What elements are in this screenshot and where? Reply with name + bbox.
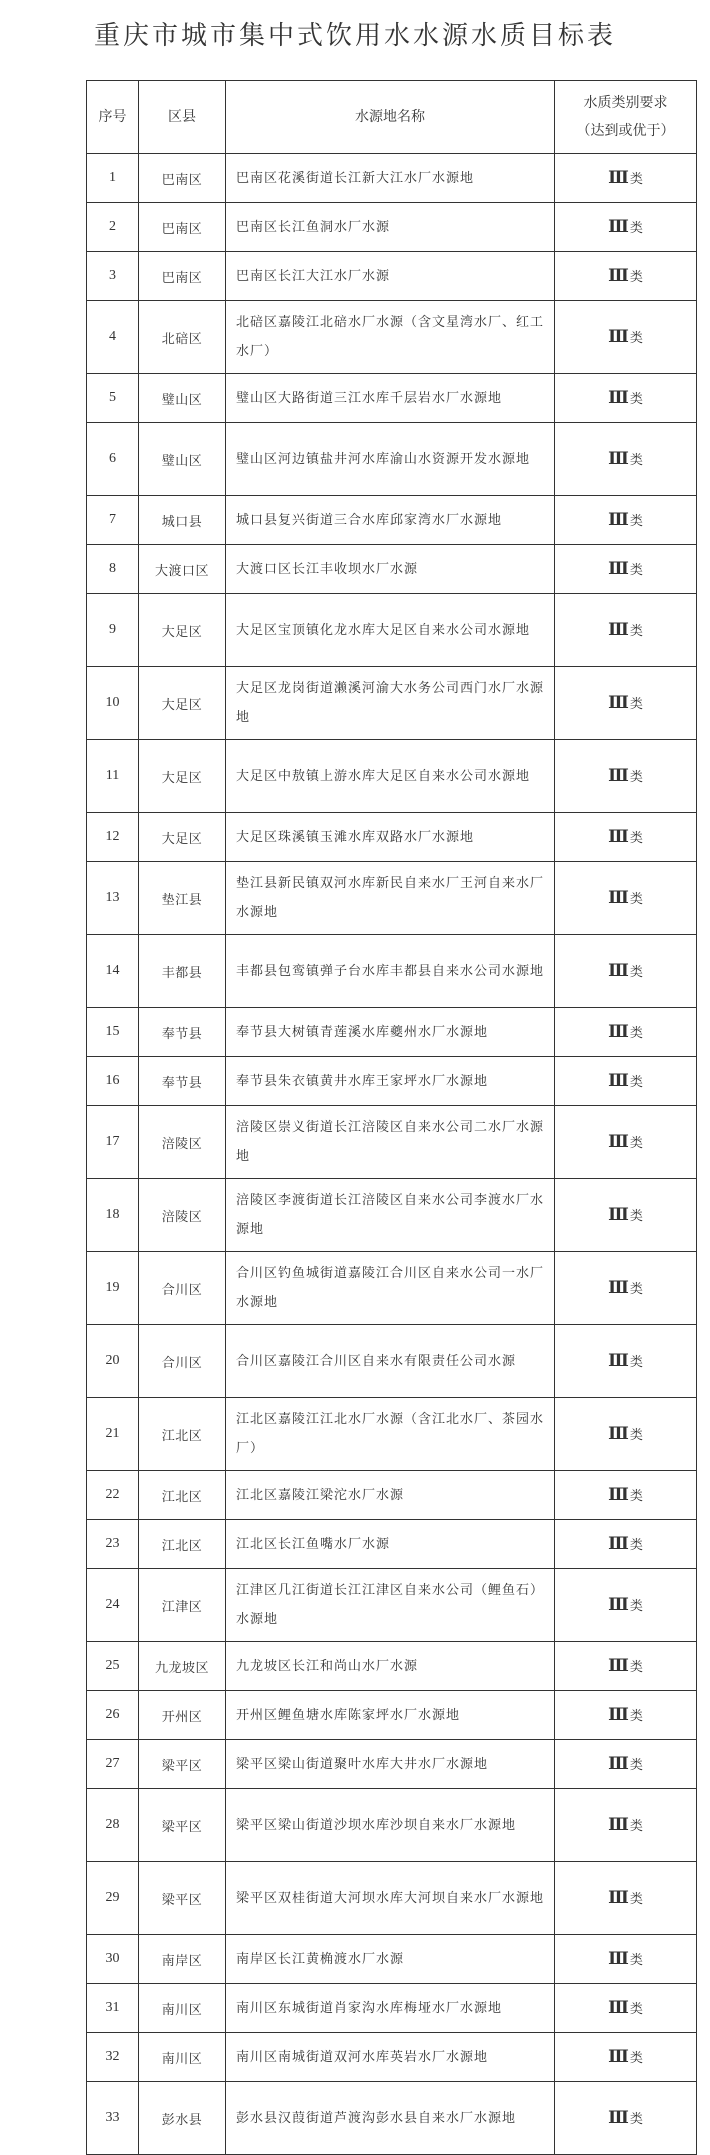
row-source-name: 巴南区长江大江水厂水源 <box>226 252 555 301</box>
row-district: 涪陵区 <box>139 1106 226 1179</box>
header-no: 序号 <box>87 81 139 154</box>
row-source-name: 江北区长江鱼嘴水厂水源 <box>226 1520 555 1569</box>
table-row <box>87 1252 697 1325</box>
row-district: 城口县 <box>139 496 226 545</box>
grade-value: Ⅲ 类 <box>608 693 643 713</box>
row-grade <box>555 1398 697 1471</box>
row-number: 3 <box>87 252 139 301</box>
row-district: 大足区 <box>139 740 226 813</box>
header-source: 水源地名称 <box>226 81 555 154</box>
row-grade <box>555 154 697 203</box>
row-number: 18 <box>87 1179 139 1252</box>
row-district: 奉节县 <box>139 1057 226 1106</box>
row-source-name: 奉节县大树镇青莲溪水库夔州水厂水源地 <box>226 1008 555 1057</box>
row-district: 南岸区 <box>139 1935 226 1984</box>
table-row <box>87 1520 697 1569</box>
table-row <box>87 1789 697 1862</box>
grade-value: Ⅲ 类 <box>608 1132 643 1152</box>
row-source-name: 合川区嘉陵江合川区自来水有限责任公司水源 <box>226 1325 555 1398</box>
grade-value: Ⅲ 类 <box>608 1656 643 1676</box>
row-source-name: 江北区嘉陵江梁沱水厂水源 <box>226 1471 555 1520</box>
row-source-name: 城口县复兴街道三合水库邱家湾水厂水源地 <box>226 496 555 545</box>
table-row <box>87 1471 697 1520</box>
table-row <box>87 1398 697 1471</box>
row-district: 奉节县 <box>139 1008 226 1057</box>
row-grade <box>555 1520 697 1569</box>
table-row <box>87 2033 697 2082</box>
row-source-name: 大足区龙岗街道濑溪河渝大水务公司西门水厂水源地 <box>226 667 555 740</box>
table-row <box>87 252 697 301</box>
row-number: 15 <box>87 1008 139 1057</box>
grade-value: Ⅲ 类 <box>608 1205 643 1225</box>
table-row <box>87 154 697 203</box>
table-row <box>87 1935 697 1984</box>
table-row <box>87 1862 697 1935</box>
table-row <box>87 374 697 423</box>
row-source-name: 江津区几江街道长江江津区自来水公司（鲤鱼石）水源地 <box>226 1569 555 1642</box>
grade-value: Ⅲ 类 <box>608 1595 643 1615</box>
grade-value: Ⅲ 类 <box>608 1071 643 1091</box>
row-district: 巴南区 <box>139 252 226 301</box>
row-grade <box>555 1642 697 1691</box>
row-grade <box>555 496 697 545</box>
row-district: 合川区 <box>139 1252 226 1325</box>
row-grade <box>555 1057 697 1106</box>
row-source-name: 璧山区河边镇盐井河水库渝山水资源开发水源地 <box>226 423 555 496</box>
row-number: 4 <box>87 301 139 374</box>
page-title: 重庆市城市集中式饮用水水源水质目标表 <box>93 21 616 51</box>
row-source-name: 垫江县新民镇双河水库新民自来水厂王河自来水厂水源地 <box>226 862 555 935</box>
row-number: 10 <box>87 667 139 740</box>
row-grade <box>555 301 697 374</box>
row-grade <box>555 594 697 667</box>
table-row <box>87 1984 697 2033</box>
table-row <box>87 862 697 935</box>
table-row <box>87 2082 697 2155</box>
grade-value: Ⅲ 类 <box>608 1534 643 1554</box>
row-number: 27 <box>87 1740 139 1789</box>
row-district: 九龙坡区 <box>139 1642 226 1691</box>
grade-value: Ⅲ 类 <box>608 327 643 347</box>
row-district: 璧山区 <box>139 374 226 423</box>
row-number: 29 <box>87 1862 139 1935</box>
row-number: 25 <box>87 1642 139 1691</box>
table-row <box>87 545 697 594</box>
row-grade <box>555 423 697 496</box>
row-source-name: 丰都县包鸾镇弹子台水库丰都县自来水公司水源地 <box>226 935 555 1008</box>
row-district: 北碚区 <box>139 301 226 374</box>
grade-value: Ⅲ 类 <box>608 961 643 981</box>
row-number: 23 <box>87 1520 139 1569</box>
table-row <box>87 935 697 1008</box>
table-row <box>87 1106 697 1179</box>
row-grade <box>555 862 697 935</box>
row-source-name: 巴南区长江鱼洞水厂水源 <box>226 203 555 252</box>
row-source-name: 大足区珠溪镇玉滩水库双路水厂水源地 <box>226 813 555 862</box>
row-number: 21 <box>87 1398 139 1471</box>
row-district: 丰都县 <box>139 935 226 1008</box>
row-number: 6 <box>87 423 139 496</box>
row-source-name: 巴南区花溪街道长江新大江水厂水源地 <box>226 154 555 203</box>
row-number: 31 <box>87 1984 139 2033</box>
row-number: 1 <box>87 154 139 203</box>
row-number: 14 <box>87 935 139 1008</box>
row-grade <box>555 813 697 862</box>
header-requirement-line2: （达到或优于） <box>576 123 675 139</box>
table-row <box>87 423 697 496</box>
row-number: 20 <box>87 1325 139 1398</box>
table-row <box>87 740 697 813</box>
row-source-name: 南川区东城街道肖家沟水库梅垭水厂水源地 <box>226 1984 555 2033</box>
row-grade <box>555 935 697 1008</box>
table-row <box>87 667 697 740</box>
row-district: 江津区 <box>139 1569 226 1642</box>
row-source-name: 北碚区嘉陵江北碚水厂水源（含文星湾水厂、红工水厂） <box>226 301 555 374</box>
row-number: 8 <box>87 545 139 594</box>
grade-value: Ⅲ 类 <box>608 1888 643 1908</box>
row-grade <box>555 1106 697 1179</box>
row-source-name: 南岸区长江黄桷渡水厂水源 <box>226 1935 555 1984</box>
row-grade <box>555 252 697 301</box>
row-grade <box>555 1008 697 1057</box>
row-number: 24 <box>87 1569 139 1642</box>
row-grade <box>555 740 697 813</box>
grade-value: Ⅲ 类 <box>608 888 643 908</box>
row-source-name: 开州区鲤鱼塘水库陈家坪水厂水源地 <box>226 1691 555 1740</box>
header-district: 区县 <box>139 81 226 154</box>
row-number: 12 <box>87 813 139 862</box>
grade-value: Ⅲ 类 <box>608 510 643 530</box>
row-number: 22 <box>87 1471 139 1520</box>
row-number: 9 <box>87 594 139 667</box>
row-source-name: 九龙坡区长江和尚山水厂水源 <box>226 1642 555 1691</box>
row-number: 13 <box>87 862 139 935</box>
grade-value: Ⅲ 类 <box>608 620 643 640</box>
row-number: 16 <box>87 1057 139 1106</box>
row-source-name: 彭水县汉葭街道芦渡沟彭水县自来水厂水源地 <box>226 2082 555 2155</box>
row-grade <box>555 1569 697 1642</box>
grade-value: Ⅲ 类 <box>608 1754 643 1774</box>
grade-value: Ⅲ 类 <box>608 168 643 188</box>
row-district: 江北区 <box>139 1398 226 1471</box>
row-district: 梁平区 <box>139 1862 226 1935</box>
table-header-row <box>87 81 697 154</box>
row-source-name: 大渡口区长江丰收坝水厂水源 <box>226 545 555 594</box>
row-number: 17 <box>87 1106 139 1179</box>
row-district: 璧山区 <box>139 423 226 496</box>
row-district: 江北区 <box>139 1471 226 1520</box>
row-district: 合川区 <box>139 1325 226 1398</box>
grade-value: Ⅲ 类 <box>608 1022 643 1042</box>
row-number: 32 <box>87 2033 139 2082</box>
table-row <box>87 496 697 545</box>
row-grade <box>555 1471 697 1520</box>
row-source-name: 奉节县朱衣镇黄井水库王家坪水厂水源地 <box>226 1057 555 1106</box>
grade-value: Ⅲ 类 <box>608 2047 643 2067</box>
grade-value: Ⅲ 类 <box>608 388 643 408</box>
row-grade <box>555 2082 697 2155</box>
table-row <box>87 813 697 862</box>
row-grade <box>555 1179 697 1252</box>
row-number: 33 <box>87 2082 139 2155</box>
table-row <box>87 1008 697 1057</box>
row-source-name: 合川区钓鱼城街道嘉陵江合川区自来水公司一水厂水源地 <box>226 1252 555 1325</box>
row-district: 大足区 <box>139 813 226 862</box>
row-source-name: 江北区嘉陵江江北水厂水源（含江北水厂、茶园水厂） <box>226 1398 555 1471</box>
row-source-name: 梁平区双桂街道大河坝水库大河坝自来水厂水源地 <box>226 1862 555 1935</box>
row-district: 江北区 <box>139 1520 226 1569</box>
row-grade <box>555 545 697 594</box>
table-row <box>87 1325 697 1398</box>
row-number: 30 <box>87 1935 139 1984</box>
table-row <box>87 1691 697 1740</box>
row-district: 巴南区 <box>139 154 226 203</box>
row-district: 大足区 <box>139 594 226 667</box>
table-row <box>87 1740 697 1789</box>
row-district: 大渡口区 <box>139 545 226 594</box>
row-grade <box>555 1862 697 1935</box>
row-grade <box>555 667 697 740</box>
row-district: 南川区 <box>139 2033 226 2082</box>
row-grade <box>555 374 697 423</box>
row-source-name: 璧山区大路街道三江水库千层岩水厂水源地 <box>226 374 555 423</box>
table-row <box>87 1569 697 1642</box>
grade-value: Ⅲ 类 <box>608 559 643 579</box>
grade-value: Ⅲ 类 <box>608 449 643 469</box>
table-row <box>87 203 697 252</box>
grade-value: Ⅲ 类 <box>608 1949 643 1969</box>
row-district: 大足区 <box>139 667 226 740</box>
row-number: 28 <box>87 1789 139 1862</box>
grade-value: Ⅲ 类 <box>608 766 643 786</box>
row-grade <box>555 1252 697 1325</box>
row-grade <box>555 2033 697 2082</box>
row-source-name: 涪陵区李渡街道长江涪陵区自来水公司李渡水厂水源地 <box>226 1179 555 1252</box>
header-requirement-line1: 水质类别要求 <box>583 95 668 111</box>
row-source-name: 南川区南城街道双河水库英岩水厂水源地 <box>226 2033 555 2082</box>
table-row <box>87 301 697 374</box>
table-row <box>87 594 697 667</box>
row-number: 19 <box>87 1252 139 1325</box>
row-district: 梁平区 <box>139 1789 226 1862</box>
row-grade <box>555 1325 697 1398</box>
row-source-name: 大足区中敖镇上游水库大足区自来水公司水源地 <box>226 740 555 813</box>
grade-value: Ⅲ 类 <box>608 1815 643 1835</box>
row-grade <box>555 1789 697 1862</box>
row-district: 梁平区 <box>139 1740 226 1789</box>
row-source-name: 大足区宝顶镇化龙水库大足区自来水公司水源地 <box>226 594 555 667</box>
row-number: 7 <box>87 496 139 545</box>
row-number: 2 <box>87 203 139 252</box>
row-grade <box>555 203 697 252</box>
row-grade <box>555 1740 697 1789</box>
grade-value: Ⅲ 类 <box>608 266 643 286</box>
row-source-name: 涪陵区崇义街道长江涪陵区自来水公司二水厂水源地 <box>226 1106 555 1179</box>
row-number: 26 <box>87 1691 139 1740</box>
row-grade <box>555 1984 697 2033</box>
table-row <box>87 1642 697 1691</box>
row-grade <box>555 1691 697 1740</box>
row-number: 11 <box>87 740 139 813</box>
row-district: 开州区 <box>139 1691 226 1740</box>
row-district: 涪陵区 <box>139 1179 226 1252</box>
table-row <box>87 1179 697 1252</box>
grade-value: Ⅲ 类 <box>608 2108 643 2128</box>
grade-value: Ⅲ 类 <box>608 1485 643 1505</box>
table-row <box>87 1057 697 1106</box>
header-requirement <box>555 81 697 154</box>
grade-value: Ⅲ 类 <box>608 1705 643 1725</box>
row-district: 彭水县 <box>139 2082 226 2155</box>
grade-value: Ⅲ 类 <box>608 827 643 847</box>
row-district: 南川区 <box>139 1984 226 2033</box>
grade-value: Ⅲ 类 <box>608 1278 643 1298</box>
row-district: 垫江县 <box>139 862 226 935</box>
grade-value: Ⅲ 类 <box>608 1998 643 2018</box>
grade-value: Ⅲ 类 <box>608 1424 643 1444</box>
water-quality-table <box>86 80 697 2155</box>
grade-value: Ⅲ 类 <box>608 217 643 237</box>
row-grade <box>555 1935 697 1984</box>
row-number: 5 <box>87 374 139 423</box>
row-source-name: 梁平区梁山街道沙坝水库沙坝自来水厂水源地 <box>226 1789 555 1862</box>
grade-value: Ⅲ 类 <box>608 1351 643 1371</box>
row-district: 巴南区 <box>139 203 226 252</box>
row-source-name: 梁平区梁山街道聚叶水库大井水厂水源地 <box>226 1740 555 1789</box>
